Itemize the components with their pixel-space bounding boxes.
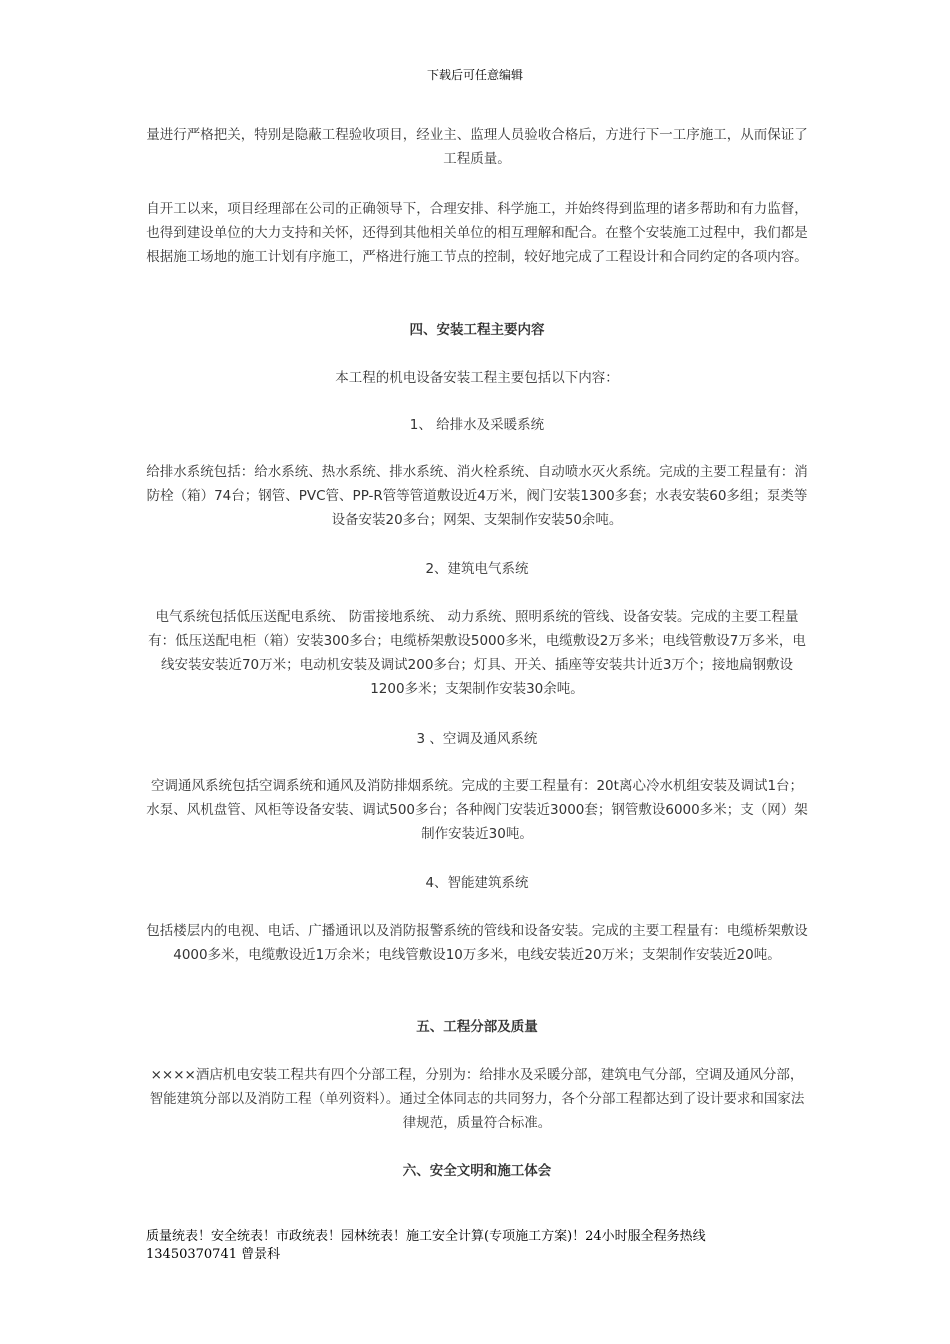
subheading-intelligent-building: 4、智能建筑系统 [425,875,529,891]
paragraph-quality-control: 量进行严格把关，特别是隐蔽工程验收项目，经业主、监理人员验收合格后，方进行下一工序施工，从而保证了工程质量。 [146,127,808,167]
section-heading-divisions-quality: 五、工程分部及质量 [416,1019,538,1035]
paragraph-intelligent-building: 包括楼层内的电视、电话、广播通讯以及消防报警系统的管线和设备安装。完成的主要工程量有：电缆桥架敷设4000多米，电缆敷设近1万余米；电线管敷设10万多米，电线安装近20万米；支架制作安装近20吨。 [146,923,808,963]
paragraph-electrical: 电气系统包括低压送配电系统、 防雷接地系统、 动力系统、照明系统的管线、设备安装。完成的主要工程量有：低压送配电柜（箱）安装300多台；电缆桥架敷设5000多米，电缆敷设2万多米；电线管敷设7万多米，电线安装安装近70万米；电动机安装及调试200多台；灯具、开关、插座等安装共计近3万个；接地扁钢敷设1200多米；支架制作安装30余吨。 [148,609,806,697]
paragraph-water-heating: 给排水系统包括：给水系统、热水系统、排水系统、消火栓系统、自动喷水灭火系统。完成的主要工程量有：消防栓（箱）74台；钢管、PVC管、PP-R管等管道敷设近4万米，阀门安装1300多套；水表安装60多组；泵类等设备安装20多台；网架、支架制作安装50余吨。 [146,464,808,528]
paragraph-installation-intro: 本工程的机电设备安装工程主要包括以下内容： [335,370,619,386]
paragraph-project-summary: 自开工以来，项目经理部在公司的正确领导下，合理安排、科学施工，并始终得到监理的诸多帮助和有力监督，也得到建设单位的大力支持和关怀，还得到其他相关单位的相互理解和配合。在整个安装施工过程中，我们都是根据施工场地的施工计划有序施工，严格进行施工节点的控制，较好地完成了工程设计和合同约定的各项内容。 [146,201,808,265]
page-footer [146,1228,846,1264]
page-header-title: 下载后可任意编辑 [426,68,523,82]
section-heading-safety: 六、安全文明和施工体会 [402,1163,552,1179]
footer-line-2: 13450370741 曾景科 [146,1247,281,1262]
paragraph-hvac: 空调通风系统包括空调系统和通风及消防排烟系统。完成的主要工程量有：20t离心冷水机组安装及调试1台；水泵、风机盘管、风柜等设备安装、调试500多台；各种阀门安装近3000套；钢管敷设6000多米；支（网）架制作安装近30吨。 [146,778,808,842]
footer-line-1: 质量统表！安全统表！市政统表！园林统表！施工安全计算(专项施工方案)！24小时服全程务热线 [146,1229,706,1244]
paragraph-divisions-quality: ××××酒店机电安装工程共有四个分部工程，分别为：给排水及采暖分部，建筑电气分部，空调及通风分部，智能建筑分部以及消防工程（单列资料）。通过全体同志的共同努力，各个分部工程都达到了设计要求和国家法律规范，质量符合标准。 [149,1067,805,1131]
subheading-electrical: 2、建筑电气系统 [425,561,529,577]
subheading-water-heating: 1、 给排水及采暖系统 [409,417,545,433]
section-heading-installation-content: 四、安装工程主要内容 [409,322,545,338]
subheading-hvac: 3 、空调及通风系统 [416,731,538,747]
